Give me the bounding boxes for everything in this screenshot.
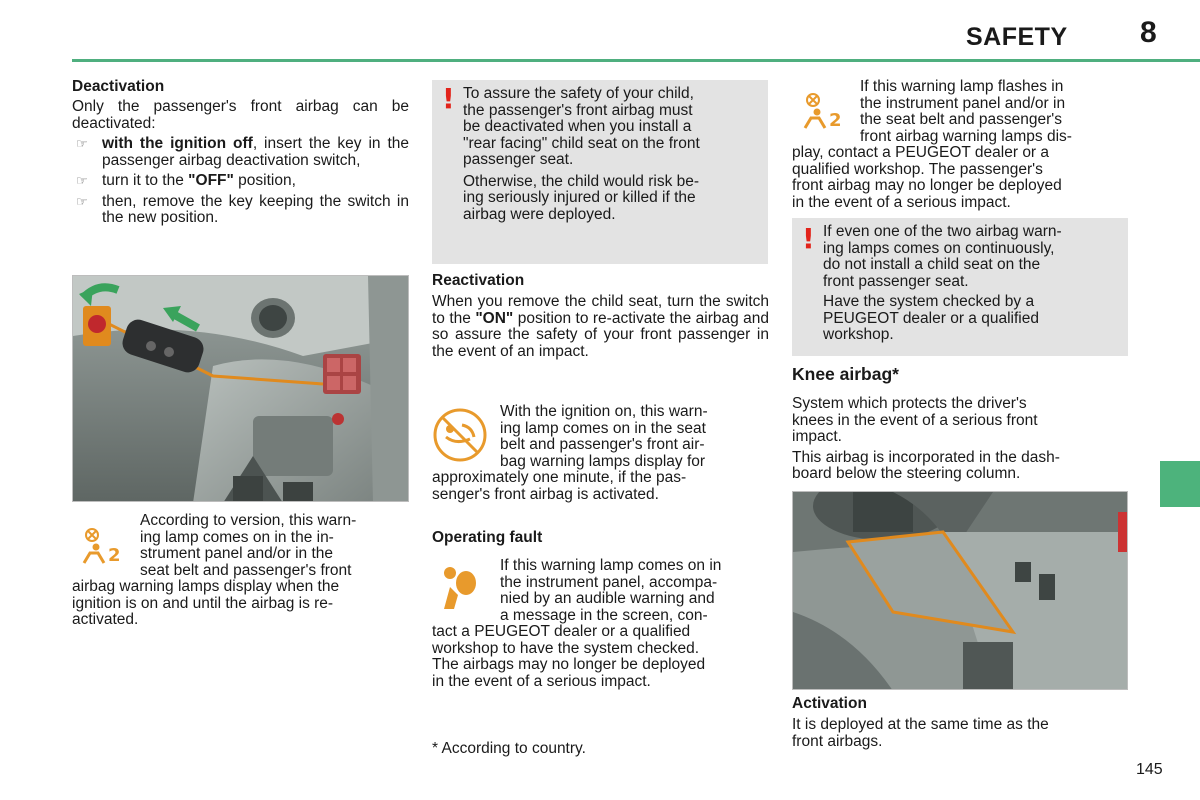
activation-section: Activation It is deployed at the same time as the front airbags.	[792, 695, 1128, 750]
child-seat-warning-box: ! To assure the safety of your child, the passenger's front airbag must be deactivated when you install a "rear facing" child seat on the front passenger seat. Otherwise, the child would risk be- ing seriously injured or killed if the airbag were deployed.	[432, 80, 768, 264]
airbag-switch-photo	[72, 275, 409, 502]
pointing-hand-icon: ☞	[76, 136, 88, 151]
continuous-lamp-warning-box: ! If even one of the two airbag warn- ing lamps comes on continuously, do not install a child seat on the front passenger seat. Have the system checked by a PEUGEOT dealer or a qualified workshop.	[792, 218, 1128, 356]
knee-airbag-heading: Knee airbag*	[792, 364, 899, 384]
svg-text:2: 2	[829, 110, 842, 131]
reactivation-heading: Reactivation	[432, 272, 525, 289]
knee-airbag-section: Knee airbag* System which protects the driver's knees in the event of a serious front impact. This airbag is incorporated in the dash- board below the steering column.	[792, 364, 1128, 483]
dashboard-illustration	[73, 276, 409, 502]
pointing-hand-icon: ☞	[76, 193, 88, 209]
operating-fault-heading: Operating fault	[432, 529, 543, 546]
flash-note-text: If this warning lamp flashes in the instrument panel and/or in the seat belt and passenger's front airbag warning lamps dis-	[860, 78, 1072, 145]
child-seat-airbag-icon	[432, 407, 488, 463]
warning-exclamation-icon: !	[802, 222, 815, 255]
svg-text:2: 2	[108, 545, 121, 566]
header-divider	[72, 59, 1200, 62]
operating-fault-text: If this warning lamp comes on in the instrument panel, accompa- nied by an audible warning and a message in the screen, con-	[500, 557, 722, 624]
knee-airbag-illustration	[793, 492, 1128, 690]
lamp-note-text-cont: airbag warning lamps display when the ignition is on and until the airbag is re- activated.	[72, 578, 340, 628]
flash-note-text-cont: play, contact a PEUGEOT dealer or a qualified workshop. The passenger's front airbag may no longer be deployed in the event of a serious impact.	[792, 144, 1062, 211]
activation-heading: Activation	[792, 695, 867, 712]
page-title: SAFETY	[966, 23, 1068, 51]
reactivation-text: When you remove the child seat, turn the switch to the "ON" position to re-activate the airbag and so assure the safety of your front passenger in the event of an impact.	[432, 293, 770, 360]
deactivation-step: ☞ turn it to the "OFF" position,	[76, 172, 296, 189]
airbag-fault-icon	[438, 565, 478, 611]
child-seat-lamp-text: With the ignition on, this warn- ing lamp comes on in the seat belt and passenger's front air- bag warning lamps display for	[500, 403, 708, 470]
airbag-off-warning-icon	[80, 527, 124, 567]
page-number: 145	[1136, 761, 1163, 778]
child-seat-lamp-text-cont: approximately one minute, if the pas- senger's front airbag is activated.	[432, 469, 687, 503]
knee-airbag-photo	[792, 491, 1128, 690]
chapter-number: 8	[1140, 16, 1157, 49]
deactivation-step: ☞ then, remove the key keeping the switch in the new position.	[76, 192, 409, 226]
deactivation-intro: Only the passenger's front airbag can be deactivated:	[72, 98, 409, 132]
reactivation-section	[432, 272, 769, 360]
lamp-note-text: According to version, this warn- ing lamp comes on in the in- strument panel and/or in the seat belt and passenger's front	[140, 512, 357, 579]
deactivation-heading: Deactivation	[72, 78, 165, 95]
footnote: * According to country.	[432, 740, 586, 757]
airbag-off-warning-icon	[801, 92, 845, 132]
warning-exclamation-icon: !	[442, 82, 455, 115]
pointing-hand-icon: ☞	[76, 173, 88, 188]
operating-fault-text-cont: tact a PEUGEOT dealer or a qualified workshop to have the system checked. The airbags may no longer be deployed in the event of a serious impact.	[432, 623, 706, 690]
deactivation-step: ☞ with the ignition off, insert the key in the passenger airbag deactivation switch,	[76, 135, 409, 169]
deactivation-section	[72, 78, 409, 227]
chapter-tab[interactable]	[1160, 461, 1200, 507]
